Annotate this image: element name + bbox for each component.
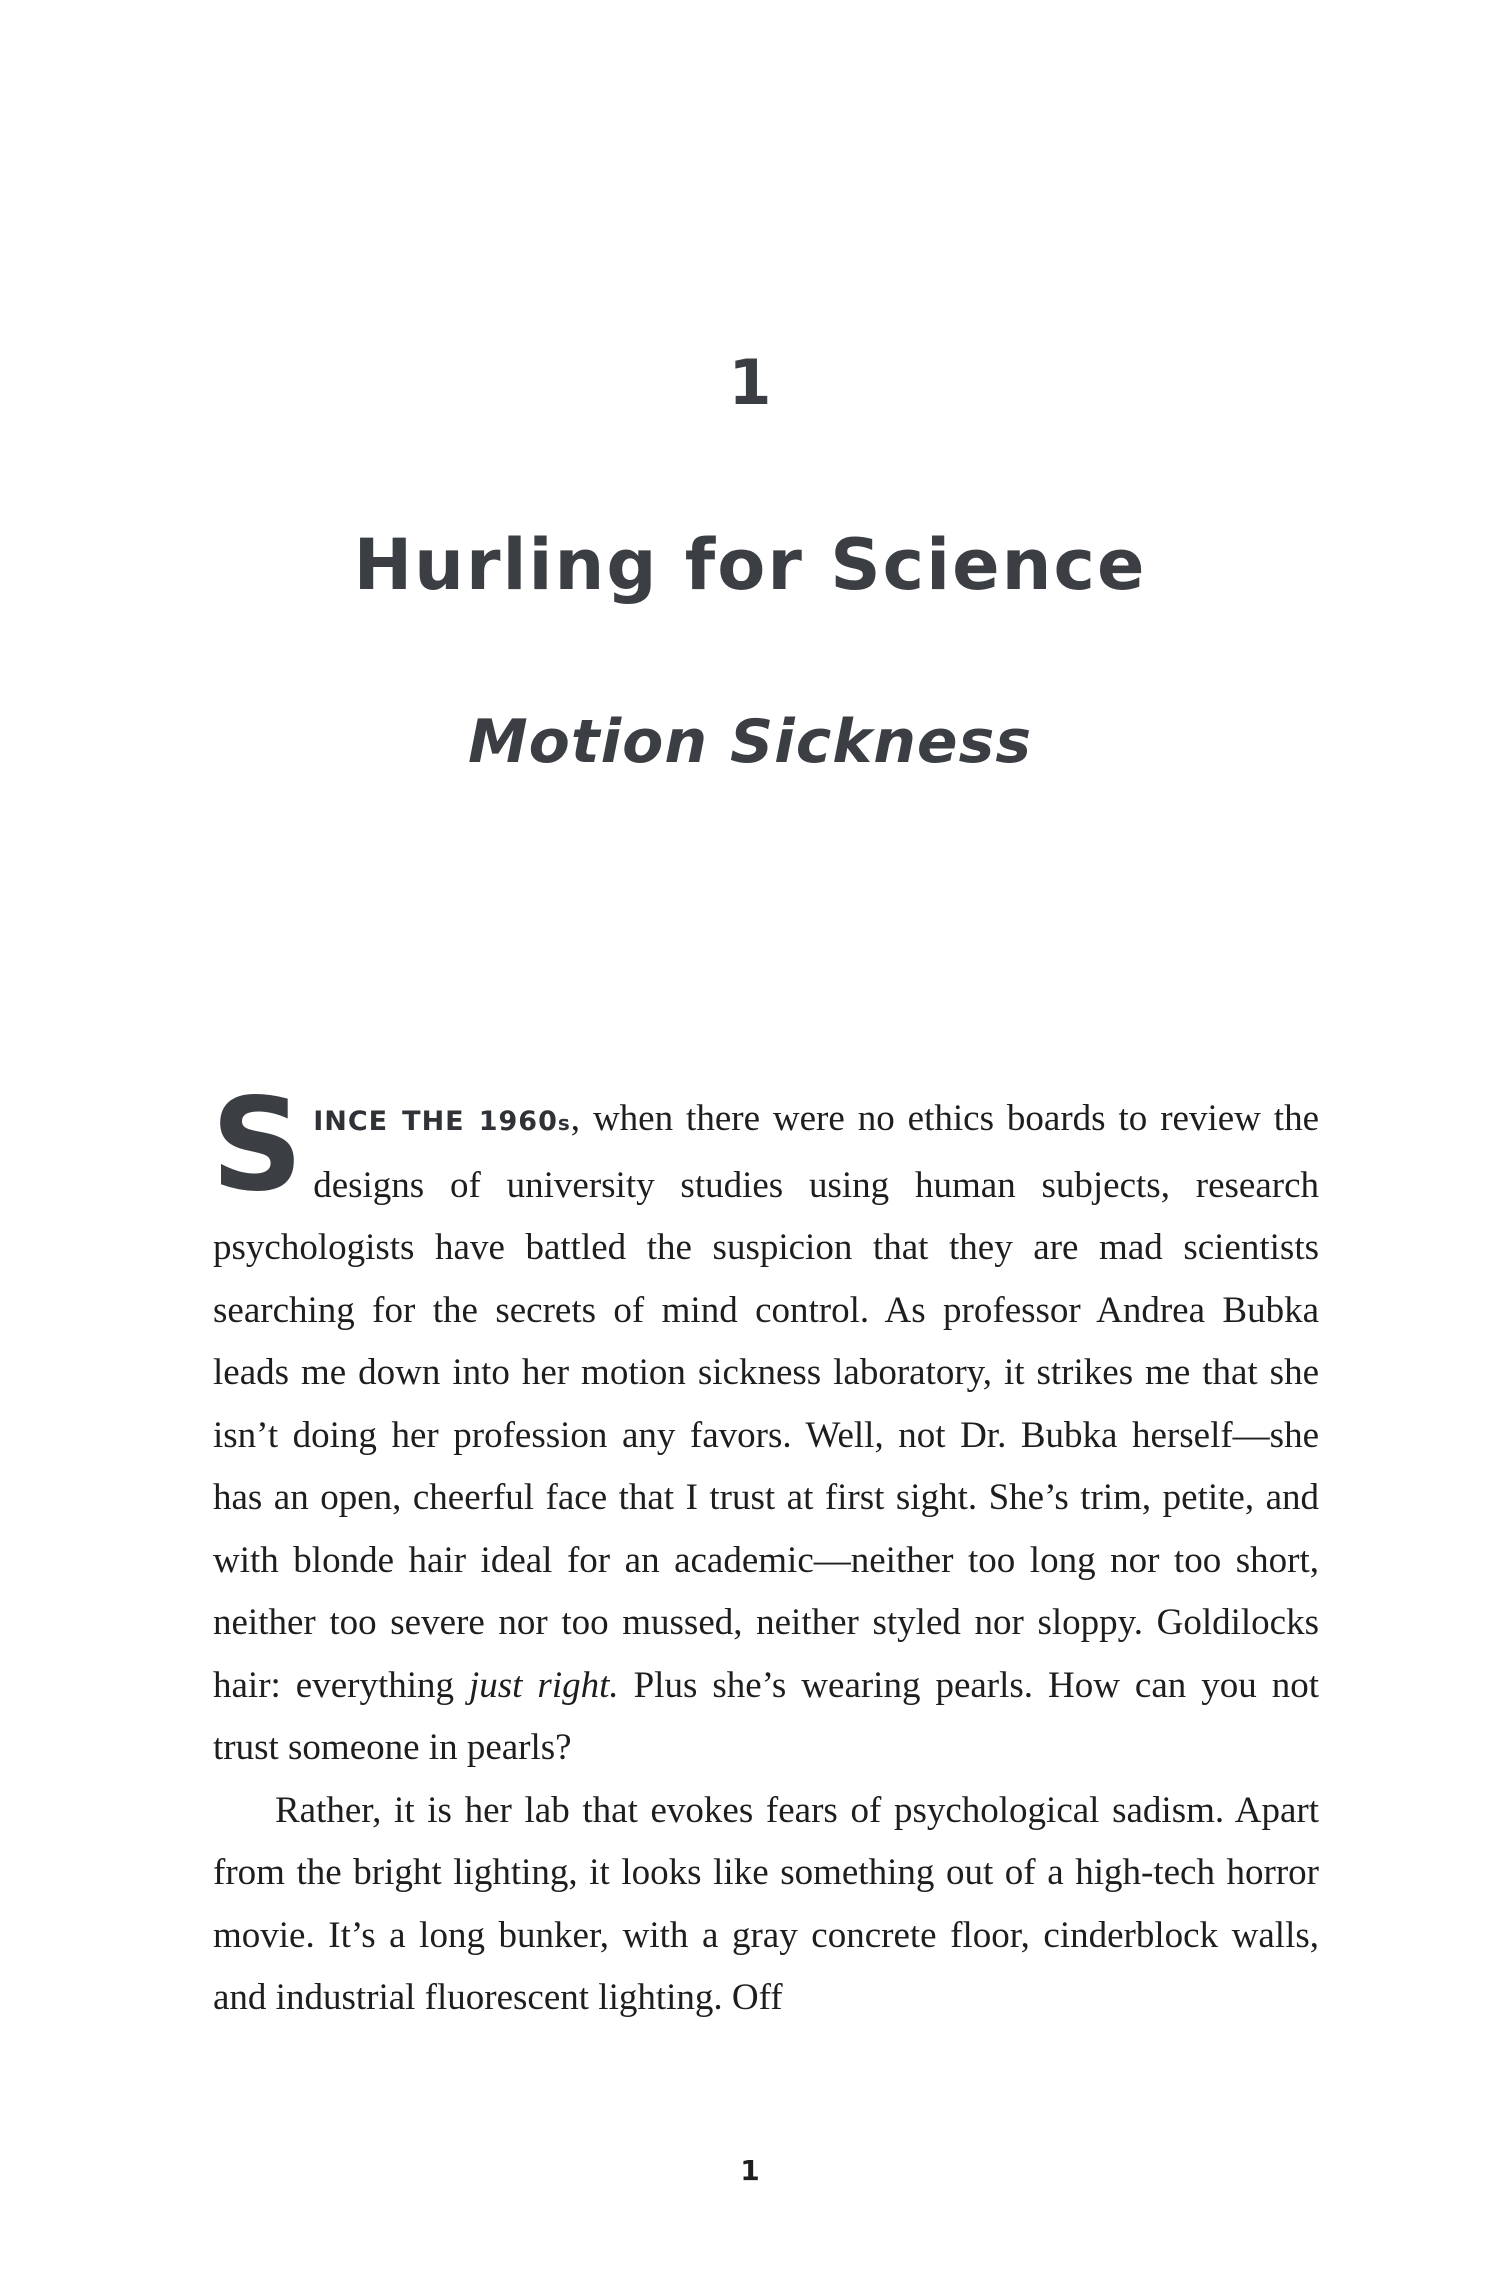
paragraph-2: Rather, it is her lab that evokes fears of psychological sadism. Apart from the bright lighting, it looks like something out of a high-tech horror movie. It’s a long bunker, with a gray concrete floor, cinderblock walls, and industrial fluorescent lighting. Off <box>213 1789 1319 2018</box>
lead-in-caps-suffix: s <box>557 1111 571 1135</box>
paragraph-1 <box>211 1071 1319 1780</box>
lead-in-caps <box>313 1106 571 1137</box>
chapter-body <box>211 1071 1319 2030</box>
paragraph-1-italic: just right. <box>468 1664 619 1706</box>
chapter-subtitle: Motion Sickness <box>467 707 1033 777</box>
drop-cap: S <box>211 1071 304 1220</box>
chapter-number: 1 <box>728 346 772 419</box>
paragraph-1-text-b: Plus she’s wearing pearls. How can you not trust someone in pearls? <box>213 1664 1319 1768</box>
page-number: 1 <box>740 2154 760 2187</box>
paragraph-1-text-a: , when there were no ethics boards to review the designs of university studies using human subjects, research psychologists have battled the suspicion that they are mad scientists searching for the secrets of mind control. As professor Andrea Bubka leads me down into her motion sickness laboratory, it strikes me that she isn’t doing her profession any favors. Well, not Dr. Bubka herself—she has an open, cheerful face that I trust at first sight. She’s trim, petite, and with blonde hair ideal for an academic—neither too long nor too short, neither too severe nor too mussed, neither styled nor sloppy. Goldilocks hair: everything <box>213 1098 1319 1706</box>
chapter-title: Hurling for Science <box>353 524 1147 606</box>
lead-in-caps-main: INCE THE 1960 <box>313 1106 558 1137</box>
